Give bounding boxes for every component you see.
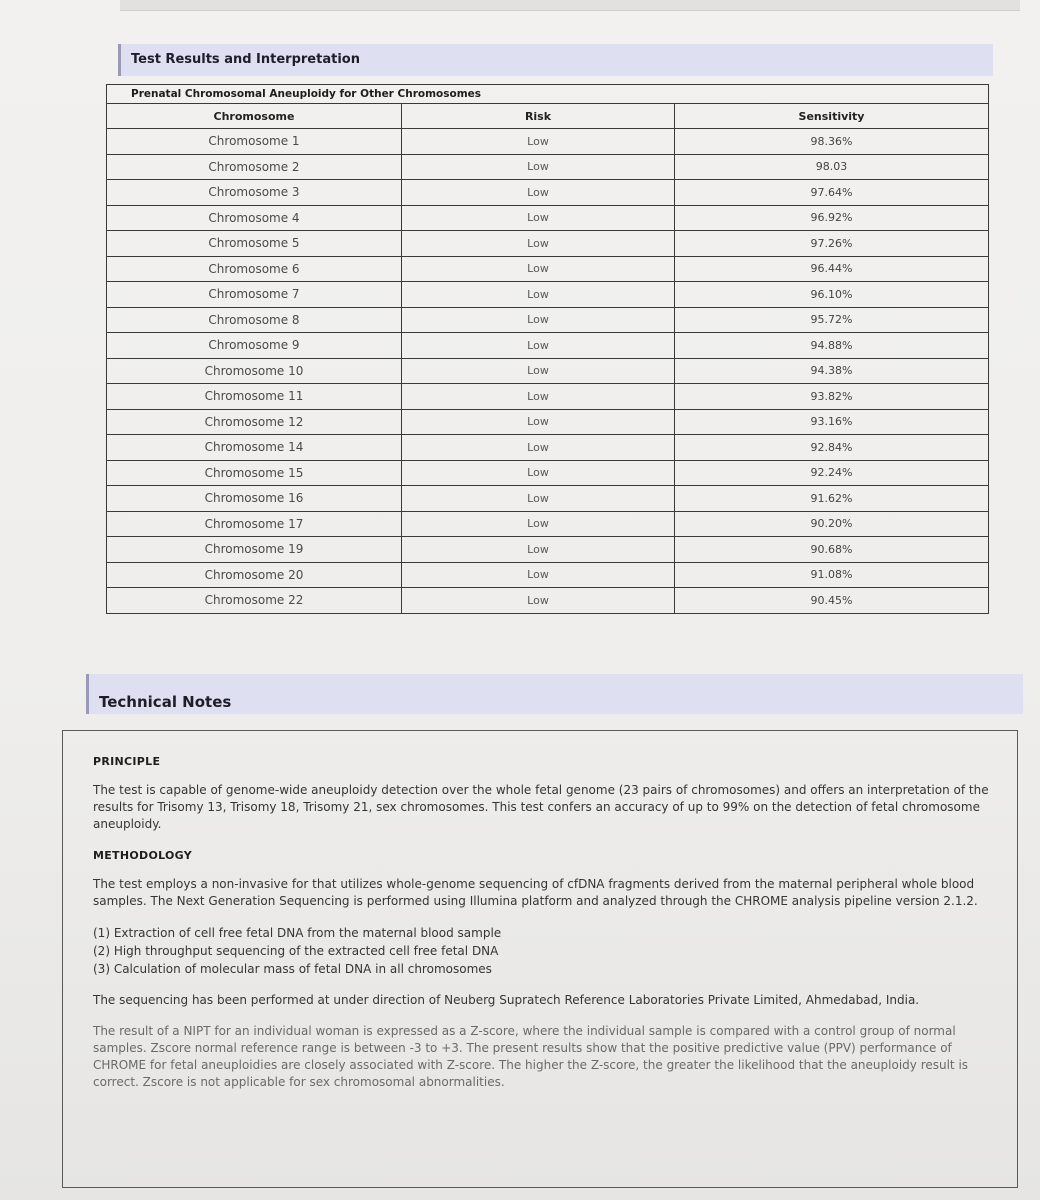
cell-sensitivity: 90.20%: [675, 511, 989, 537]
table-row: [107, 409, 989, 435]
cell-risk: Low: [402, 282, 675, 308]
table-row: [107, 537, 989, 563]
table-row: [107, 154, 989, 180]
methodology-step: (3) Calculation of molecular mass of fetal DNA in all chromosomes: [93, 962, 492, 976]
table-row: [107, 486, 989, 512]
cell-chromosome: Chromosome 20: [107, 562, 402, 588]
section-title-technical-notes: Technical Notes: [86, 674, 1023, 714]
aneuploidy-table: [106, 84, 989, 614]
table-row: [107, 588, 989, 614]
methodology-steps: [93, 924, 989, 978]
cell-sensitivity: 92.24%: [675, 460, 989, 486]
cell-chromosome: Chromosome 8: [107, 307, 402, 333]
column-header-sensitivity: Sensitivity: [675, 104, 989, 129]
table-row: [107, 205, 989, 231]
cell-sensitivity: 98.03: [675, 154, 989, 180]
cell-chromosome: Chromosome 6: [107, 256, 402, 282]
cell-risk: Low: [402, 588, 675, 614]
table-row: [107, 384, 989, 410]
cell-sensitivity: 97.64%: [675, 180, 989, 206]
zscore-text: The result of a NIPT for an individual woman is expressed as a Z-score, where the individual sample is compared with a control group of normal samples. Zscore normal reference range is between -3 to +3. The present results show that the positive predictive value (PPV) performance of CHROME for fetal aneuploidies are closely associated with Z-score. The higher the Z-score, the greater the likelihood that the aneuploidy result is correct. Zscore is not applicable for sex chromosomal abnormalities.: [93, 1024, 969, 1089]
methodology-heading: METHODOLOGY: [93, 849, 193, 862]
table-row: [107, 256, 989, 282]
column-header-risk: Risk: [402, 104, 675, 129]
cell-risk: Low: [402, 435, 675, 461]
cell-risk: Low: [402, 511, 675, 537]
cell-risk: Low: [402, 205, 675, 231]
cell-risk: Low: [402, 180, 675, 206]
cell-chromosome: Chromosome 17: [107, 511, 402, 537]
sequencing-lab-text: The sequencing has been performed at under direction of Neuberg Supratech Reference Laboratories Private Limited, Ahmedabad, India.: [93, 993, 920, 1007]
cell-risk: Low: [402, 256, 675, 282]
cell-sensitivity: 90.68%: [675, 537, 989, 563]
table-row: [107, 282, 989, 308]
cell-risk: Low: [402, 486, 675, 512]
table-row: [107, 231, 989, 257]
cell-risk: Low: [402, 562, 675, 588]
cell-chromosome: Chromosome 1: [107, 129, 402, 155]
cell-sensitivity: 90.45%: [675, 588, 989, 614]
cell-risk: Low: [402, 333, 675, 359]
section-title-test-results: Test Results and Interpretation: [118, 44, 993, 76]
table-caption: Prenatal Chromosomal Aneuploidy for Other Chromosomes: [107, 85, 989, 104]
cell-risk: Low: [402, 129, 675, 155]
cell-chromosome: Chromosome 4: [107, 205, 402, 231]
cell-risk: Low: [402, 307, 675, 333]
page-header-strip: [120, 0, 1020, 11]
cell-sensitivity: 91.62%: [675, 486, 989, 512]
cell-risk: Low: [402, 384, 675, 410]
cell-sensitivity: 95.72%: [675, 307, 989, 333]
cell-risk: Low: [402, 358, 675, 384]
cell-chromosome: Chromosome 2: [107, 154, 402, 180]
cell-risk: Low: [402, 231, 675, 257]
cell-chromosome: Chromosome 5: [107, 231, 402, 257]
cell-sensitivity: 96.44%: [675, 256, 989, 282]
cell-risk: Low: [402, 460, 675, 486]
table-body: [107, 129, 989, 614]
methodology-step: (2) High throughput sequencing of the extracted cell free fetal DNA: [93, 944, 499, 958]
table-row: [107, 129, 989, 155]
cell-chromosome: Chromosome 22: [107, 588, 402, 614]
cell-chromosome: Chromosome 7: [107, 282, 402, 308]
cell-chromosome: Chromosome 9: [107, 333, 402, 359]
cell-sensitivity: 93.16%: [675, 409, 989, 435]
table-row: [107, 562, 989, 588]
cell-chromosome: Chromosome 16: [107, 486, 402, 512]
cell-chromosome: Chromosome 11: [107, 384, 402, 410]
column-header-chromosome: Chromosome: [107, 104, 402, 129]
cell-chromosome: Chromosome 10: [107, 358, 402, 384]
cell-risk: Low: [402, 154, 675, 180]
table-row: [107, 307, 989, 333]
cell-chromosome: Chromosome 12: [107, 409, 402, 435]
methodology-step: (1) Extraction of cell free fetal DNA from the maternal blood sample: [93, 926, 502, 940]
technical-notes-box: [62, 730, 1018, 1188]
cell-sensitivity: 97.26%: [675, 231, 989, 257]
table-row: [107, 460, 989, 486]
aneuploidy-table-container: [106, 84, 988, 614]
table-row: [107, 511, 989, 537]
cell-sensitivity: 93.82%: [675, 384, 989, 410]
cell-risk: Low: [402, 537, 675, 563]
cell-sensitivity: 96.92%: [675, 205, 989, 231]
table-row: [107, 180, 989, 206]
cell-sensitivity: 91.08%: [675, 562, 989, 588]
table-row: [107, 358, 989, 384]
cell-sensitivity: 94.88%: [675, 333, 989, 359]
cell-chromosome: Chromosome 3: [107, 180, 402, 206]
cell-risk: Low: [402, 409, 675, 435]
table-row: [107, 435, 989, 461]
cell-sensitivity: 92.84%: [675, 435, 989, 461]
principle-heading: PRINCIPLE: [93, 755, 161, 768]
principle-text: The test is capable of genome-wide aneuploidy detection over the whole fetal genome (23 pairs of chromosomes) and offers an interpretation of the results for Trisomy 13, Trisomy 18, Trisomy 21, sex chromosomes. This test confers an accuracy of up to 99% on the detection of fetal chromosome aneuploidy.: [93, 783, 989, 831]
cell-chromosome: Chromosome 15: [107, 460, 402, 486]
cell-chromosome: Chromosome 14: [107, 435, 402, 461]
cell-sensitivity: 98.36%: [675, 129, 989, 155]
cell-chromosome: Chromosome 19: [107, 537, 402, 563]
cell-sensitivity: 96.10%: [675, 282, 989, 308]
cell-sensitivity: 94.38%: [675, 358, 989, 384]
methodology-text: The test employs a non-invasive for that utilizes whole-genome sequencing of cfDNA fragments derived from the maternal peripheral whole blood samples. The Next Generation Sequencing is performed using Illumina platform and analyzed through the CHROME analysis pipeline version 2.1.2.: [93, 877, 978, 908]
table-row: [107, 333, 989, 359]
